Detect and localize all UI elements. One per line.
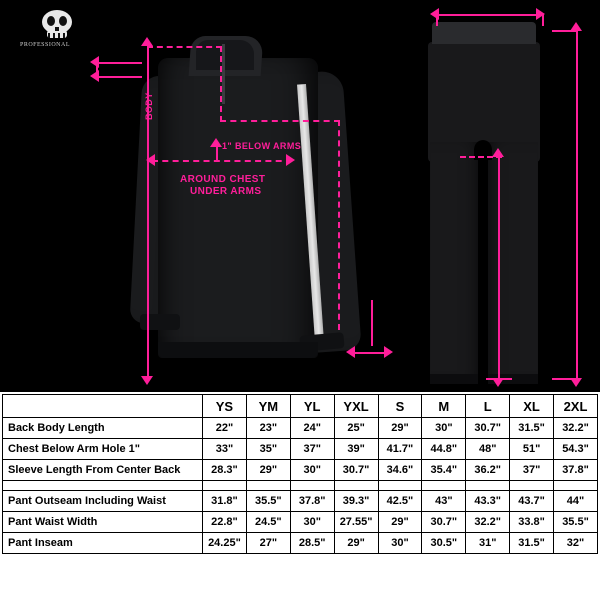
- table-row: [3, 533, 598, 554]
- cell: 25": [334, 418, 378, 439]
- jacket-collar-inner: [196, 40, 254, 70]
- table-header-row: [3, 395, 598, 418]
- outseam-line: [576, 30, 578, 378]
- body-length-arrow-bottom: [141, 376, 153, 385]
- jacket-hem: [158, 342, 318, 358]
- cell: 32": [554, 533, 598, 554]
- cuff-measure-arrow-right: [384, 346, 393, 358]
- center-back-guide-line: [220, 46, 222, 122]
- pants-waistband: [432, 22, 536, 44]
- cell: 35.5": [554, 512, 598, 533]
- cell: 24.5": [246, 512, 290, 533]
- cell: 24": [290, 418, 334, 439]
- brand-logo: [14, 8, 100, 60]
- cell: 28.3": [203, 460, 247, 481]
- cell: 54.3": [554, 439, 598, 460]
- shoulder-pointer-line-2: [96, 76, 142, 78]
- shoulder-pointer-line: [96, 62, 142, 64]
- cell: 33": [203, 439, 247, 460]
- inseam-guide-top: [460, 156, 502, 158]
- outseam-tick-bottom: [552, 378, 578, 380]
- shoulder-pointer-connector: [96, 62, 98, 78]
- cell: 37.8": [554, 460, 598, 481]
- cell: 33.8": [510, 512, 554, 533]
- cell: 48": [466, 439, 510, 460]
- cell: 29": [378, 418, 422, 439]
- pants-left-leg: [430, 142, 478, 382]
- cell: 31.5": [510, 418, 554, 439]
- cuff-measure-vertical: [371, 300, 373, 346]
- cell: 43": [422, 491, 466, 512]
- cell: 37": [510, 460, 554, 481]
- sleeve-drop-guide: [338, 120, 340, 330]
- cell: 41.7": [378, 439, 422, 460]
- chest-measure-line: [152, 160, 292, 162]
- cell: 23": [246, 418, 290, 439]
- waist-width-tick-right: [542, 14, 544, 26]
- row-label: Back Body Length: [3, 418, 203, 439]
- cell: 31.8": [203, 491, 247, 512]
- pants-left-hem: [430, 374, 478, 384]
- jacket-left-cuff: [140, 314, 180, 330]
- sleeve-length-guide: [220, 120, 340, 122]
- cell: 30": [290, 512, 334, 533]
- header-blank: [3, 395, 203, 418]
- pants-right-leg: [488, 142, 538, 382]
- cell: 29": [334, 533, 378, 554]
- waist-width-tick-left: [436, 14, 438, 26]
- cell: 27.55": [334, 512, 378, 533]
- cell: 31.5": [510, 533, 554, 554]
- body-label: BODY: [144, 92, 154, 120]
- cell: 37.8": [290, 491, 334, 512]
- table-row: [3, 491, 598, 512]
- cell: 44.8": [422, 439, 466, 460]
- cell: 29": [246, 460, 290, 481]
- body-length-arrow-top: [141, 37, 153, 46]
- below-arms-label: 1" BELOW ARMS: [222, 141, 302, 151]
- row-label: Pant Waist Width: [3, 512, 203, 533]
- header-xl: XL: [510, 395, 554, 418]
- cuff-measure-arrow-left: [346, 346, 355, 358]
- size-table-container: [0, 392, 600, 600]
- row-label: Pant Inseam: [3, 533, 203, 554]
- cell: 30": [378, 533, 422, 554]
- header-yxl: YXL: [334, 395, 378, 418]
- cell: 35.4": [422, 460, 466, 481]
- around-chest-label: AROUND CHEST: [180, 174, 266, 185]
- header-yl: YL: [290, 395, 334, 418]
- skull-logo-icon: [14, 8, 100, 44]
- inseam-line: [498, 156, 500, 378]
- shoulder-guide-line: [147, 46, 222, 48]
- chest-arrow-right: [286, 154, 295, 166]
- cell: 30": [422, 418, 466, 439]
- cell: 35.5": [246, 491, 290, 512]
- cell: 37": [290, 439, 334, 460]
- cell: 35": [246, 439, 290, 460]
- cell: 22.8": [203, 512, 247, 533]
- under-arms-label: UNDER ARMS: [190, 186, 262, 197]
- jacket-body: [158, 58, 318, 358]
- cell: 30.7": [466, 418, 510, 439]
- table-group-spacer: [3, 481, 598, 491]
- table-row: [3, 418, 598, 439]
- cell: 51": [510, 439, 554, 460]
- header-ym: YM: [246, 395, 290, 418]
- cell: 28.5": [290, 533, 334, 554]
- cell: 39.3": [334, 491, 378, 512]
- cell: 34.6": [378, 460, 422, 481]
- cell: 22": [203, 418, 247, 439]
- cell: 30.7": [422, 512, 466, 533]
- row-label: Chest Below Arm Hole 1": [3, 439, 203, 460]
- cell: 32.2": [554, 418, 598, 439]
- size-table: [2, 394, 598, 554]
- cell: 43.3": [466, 491, 510, 512]
- jacket-zipper: [222, 44, 225, 104]
- header-2xl: 2XL: [554, 395, 598, 418]
- cell: 30": [290, 460, 334, 481]
- brand-logo-text: PROFESSIONAL: [20, 42, 71, 48]
- waist-width-line: [436, 14, 542, 16]
- pants-illustration: [418, 22, 548, 387]
- pants-leg-gap: [478, 154, 488, 382]
- cell: 42.5": [378, 491, 422, 512]
- cell: 24.25": [203, 533, 247, 554]
- row-label: Pant Outseam Including Waist: [3, 491, 203, 512]
- below-arms-arrow: [210, 138, 222, 147]
- cell: 27": [246, 533, 290, 554]
- cell: 32.2": [466, 512, 510, 533]
- cell: 44": [554, 491, 598, 512]
- cell: 39": [334, 439, 378, 460]
- table-row: [3, 512, 598, 533]
- chest-arrow-left: [146, 154, 155, 166]
- cell: 30.7": [334, 460, 378, 481]
- jacket-illustration: [130, 28, 370, 373]
- cell: 31": [466, 533, 510, 554]
- outseam-tick-top: [552, 30, 578, 32]
- table-row: [3, 439, 598, 460]
- cell: 29": [378, 512, 422, 533]
- header-ys: YS: [203, 395, 247, 418]
- cell: 30.5": [422, 533, 466, 554]
- header-l: L: [466, 395, 510, 418]
- inseam-tick-bottom: [486, 378, 512, 380]
- cell: 36.2": [466, 460, 510, 481]
- table-row: [3, 460, 598, 481]
- header-s: S: [378, 395, 422, 418]
- row-label: Sleeve Length From Center Back: [3, 460, 203, 481]
- header-m: M: [422, 395, 466, 418]
- below-arms-tick: [216, 146, 218, 160]
- cell: 43.7": [510, 491, 554, 512]
